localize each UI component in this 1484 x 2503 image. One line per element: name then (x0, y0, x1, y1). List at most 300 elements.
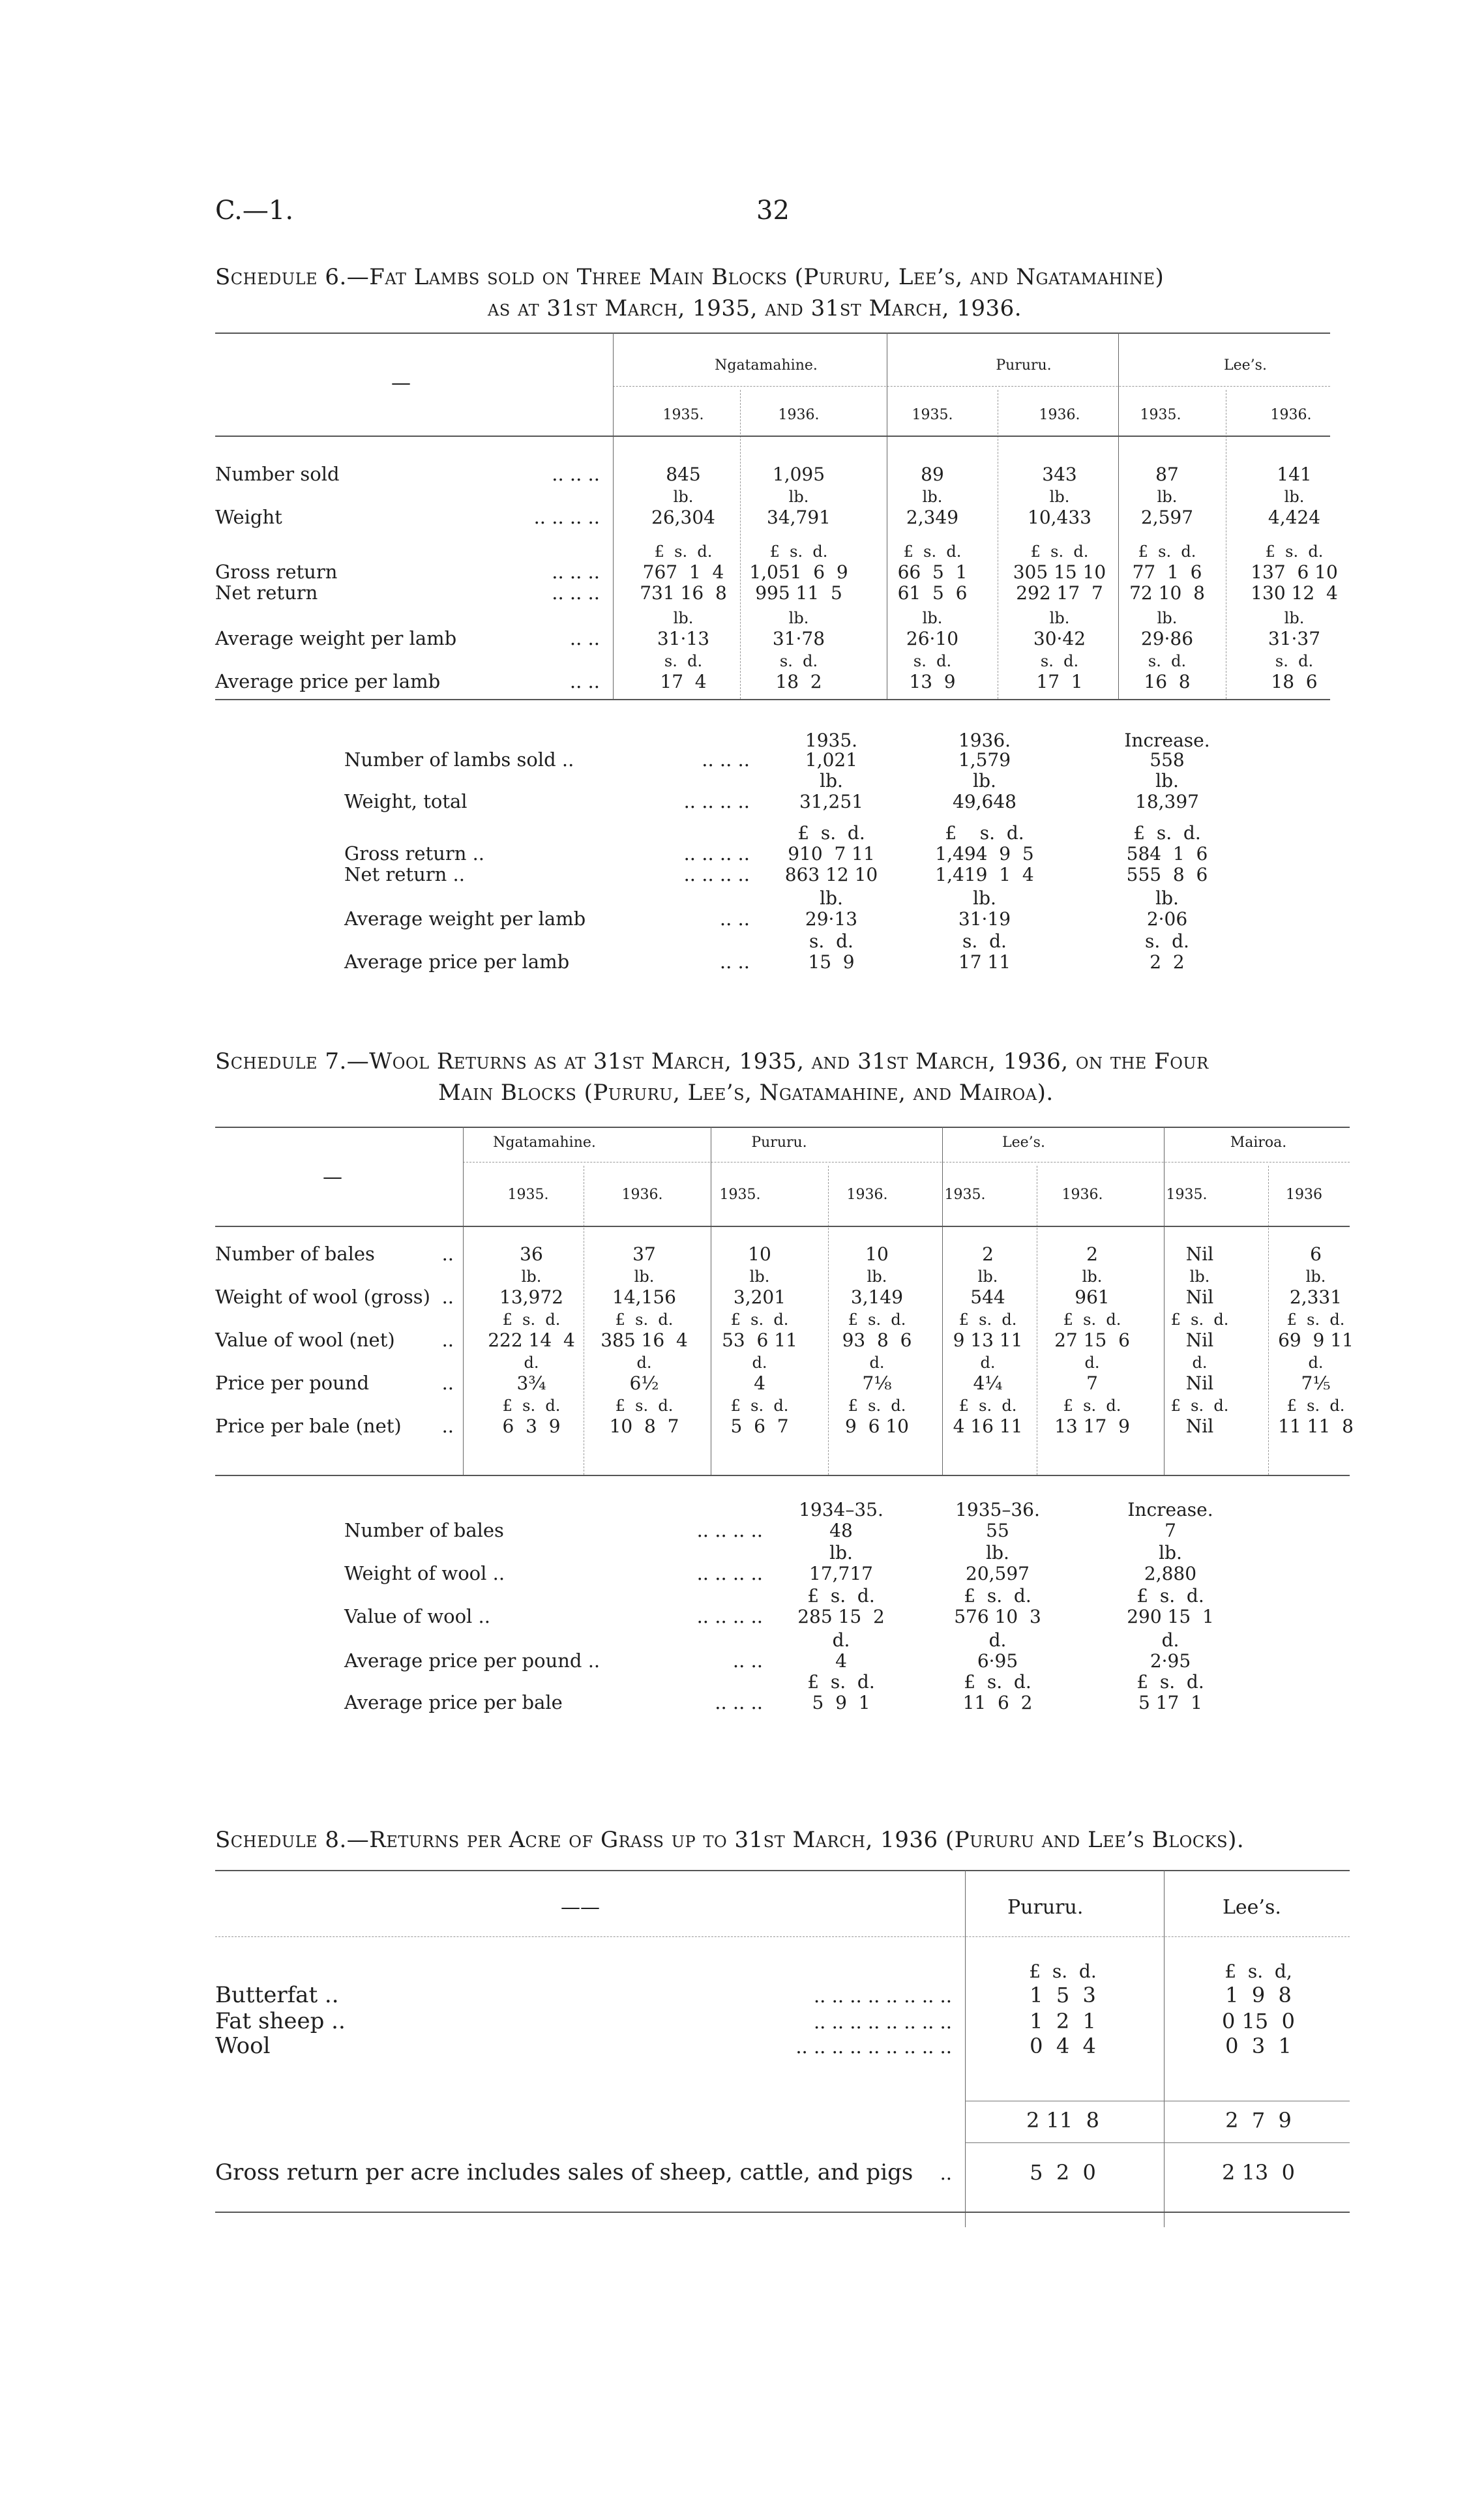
summary-head: Increase. (1127, 1499, 1213, 1520)
unit-label: s. d. (1275, 652, 1314, 670)
row-label: Number of bales (215, 1243, 375, 1265)
column-divider (463, 1127, 464, 1475)
summary-cell: 31·19 (958, 908, 1011, 930)
column-head-lees: Lee’s. (1223, 1896, 1281, 1919)
schedule-6-title: Schedule 6.—Fat Lambs sold on Three Main Blocks (Pururu, Lee’s, and Ngatamahine) (215, 264, 1165, 290)
table-cell: Nil (1185, 1415, 1214, 1437)
leader-dots: .. .. (732, 1650, 763, 1672)
schedule-8-title: Schedule 8.—Returns per Acre of Grass up to 31st March, 1936 (Pururu and Lee’s Blocks). (215, 1827, 1245, 1853)
unit-label: lb. (634, 1267, 655, 1286)
table-corner: — (323, 1166, 342, 1189)
unit-label: £ s. d. (615, 1311, 674, 1329)
leader-dots: .. .. .. .. (683, 842, 750, 865)
rule (215, 1870, 1350, 1871)
summary-cell: 290 15 1 (1127, 1606, 1214, 1627)
column-head-pururu: Pururu. (1007, 1896, 1084, 1919)
summary-label: Weight of wool .. (344, 1562, 505, 1584)
summary-label: Average price per pound .. (344, 1650, 601, 1672)
unit-label: £ s. d. (1029, 1961, 1097, 1982)
leader-dots: .. .. .. (552, 561, 600, 583)
summary-head: Increase. (1124, 730, 1210, 751)
leader-dots: .. .. .. .. .. .. .. .. .. (795, 2036, 952, 2058)
leader-dots: .. (441, 1286, 454, 1308)
column-year-head: 1935. (507, 1187, 549, 1203)
table-cell: 89 (921, 464, 944, 485)
unit-label: s. d. (913, 652, 952, 670)
summary-cell: 584 1 6 (1126, 843, 1208, 865)
summary-label: Weight, total (344, 790, 467, 812)
column-year-head: 1936. (621, 1187, 663, 1203)
row-label: Wool (215, 2033, 271, 2059)
summary-cell: 2·95 (1150, 1650, 1191, 1672)
table-cell: 2 (1086, 1243, 1098, 1265)
table-cell: 26·10 (906, 628, 959, 649)
summary-label: Average weight per lamb (344, 908, 586, 930)
leader-dots: .. (441, 1329, 454, 1351)
column-group-head: Lee’s. (1224, 357, 1267, 374)
unit-label: s. d. (1145, 930, 1189, 952)
table-corner: —— (561, 1896, 600, 1919)
table-cell: 7 (1086, 1372, 1098, 1394)
column-year-head: 1936. (1061, 1187, 1103, 1203)
table-cell: 3¾ (516, 1372, 546, 1394)
summary-cell: 4 (835, 1650, 847, 1672)
summary-cell: 555 8 6 (1126, 864, 1208, 885)
unit-label: £ s. d. (1286, 1397, 1345, 1415)
unit-label: £ s. d. (1133, 822, 1201, 844)
unit-label: lb. (1189, 1267, 1210, 1286)
unit-label: lb. (1284, 488, 1305, 506)
column-group-head: Mairoa. (1230, 1134, 1287, 1151)
total-cell: 2 11 8 (1026, 2108, 1099, 2133)
summary-cell: 2,880 (1144, 1563, 1197, 1584)
unit-label: £ s. d. (1030, 542, 1089, 561)
unit-label: d. (1192, 1354, 1208, 1372)
unit-label: £ s. d. (1286, 1311, 1345, 1329)
table-cell: 7⅛ (862, 1372, 892, 1394)
table-cell: 36 (520, 1243, 543, 1265)
summary-cell: 48 (829, 1520, 853, 1541)
unit-label: lb. (1284, 609, 1305, 627)
unit-label: £ s. d. (1170, 1397, 1229, 1415)
table-cell: 26,304 (651, 507, 715, 528)
summary-cell: 2 2 (1150, 951, 1185, 973)
row-label: Value of wool (net) (215, 1329, 395, 1351)
unit-label: d. (832, 1629, 850, 1651)
leader-dots: .. .. (719, 951, 750, 973)
table-cell: 1 9 8 (1225, 1983, 1292, 2007)
leader-dots: .. .. (569, 627, 600, 649)
rule (613, 386, 1330, 387)
table-cell: 34,791 (767, 507, 831, 528)
table-cell: 9 6 10 (845, 1415, 909, 1437)
table-cell: 2 (982, 1243, 994, 1265)
page-reference: C.—1. (215, 196, 294, 226)
table-cell: 18 6 (1271, 671, 1318, 692)
unit-label: lb. (673, 488, 694, 506)
table-cell: 77 1 6 (1132, 561, 1202, 583)
gross-return-cell: 2 13 0 (1222, 2160, 1295, 2185)
unit-label: £ s. d. (730, 1311, 789, 1329)
table-cell: 18 2 (775, 671, 822, 692)
table-cell: 61 5 6 (897, 582, 968, 604)
schedule-6-subtitle: as at 31st March, 1935, and 31st March, 1936. (488, 295, 1022, 321)
column-year-head: 1935. (719, 1187, 761, 1203)
leader-dots: .. .. .. .. (533, 506, 600, 528)
summary-head: 1935. (805, 730, 858, 751)
table-cell: 87 (1155, 464, 1179, 485)
unit-label: lb. (922, 609, 943, 627)
rule (215, 2212, 1350, 2213)
summary-head: 1935–36. (955, 1499, 1040, 1520)
table-cell: 2,349 (906, 507, 959, 528)
unit-label: lb. (986, 1542, 1009, 1563)
unit-label: lb. (973, 770, 996, 792)
table-cell: 0 15 0 (1222, 2009, 1295, 2034)
table-cell: 31·37 (1268, 628, 1321, 649)
unit-label: £ s. d. (848, 1311, 906, 1329)
unit-label: lb. (788, 609, 809, 627)
unit-label: lb. (1155, 887, 1179, 909)
unit-label: £ s. d. (958, 1397, 1017, 1415)
summary-cell: 18,397 (1135, 791, 1199, 812)
row-label: Net return (215, 582, 318, 604)
table-cell: 5 6 7 (730, 1415, 789, 1437)
table-cell: 141 (1277, 464, 1312, 485)
unit-label: d. (988, 1629, 1007, 1651)
table-cell: Nil (1185, 1372, 1214, 1394)
table-cell: 13 9 (909, 671, 956, 692)
table-cell: 31·13 (657, 628, 710, 649)
table-cell: 4,424 (1268, 507, 1321, 528)
summary-cell: 1,419 1 4 (935, 864, 1034, 885)
unit-label: £ s. d. (903, 542, 962, 561)
table-cell: 9 13 11 (953, 1329, 1023, 1351)
unit-label: £ s. d. (1136, 1585, 1204, 1607)
unit-label: d. (636, 1354, 652, 1372)
column-group-head: Pururu. (996, 357, 1052, 374)
schedule-7-title: Schedule 7.—Wool Returns as at 31st March, 1935, and 31st March, 1936, on the Four (215, 1048, 1209, 1074)
column-year-head: 1935. (912, 407, 953, 423)
leader-dots: .. .. .. .. (696, 1605, 763, 1627)
gross-return-label: Gross return per acre includes sales of sheep, cattle, and pigs (215, 2159, 913, 2185)
summary-cell: 1,494 9 5 (935, 843, 1034, 865)
unit-label: lb. (820, 887, 843, 909)
column-group-head: Ngatamahine. (493, 1134, 596, 1151)
column-year-head: 1936. (1039, 407, 1080, 423)
summary-cell: 558 (1150, 749, 1185, 771)
unit-label: £ s. d. (807, 1671, 875, 1693)
column-year-head: 1935. (944, 1187, 986, 1203)
table-cell: 292 17 7 (1016, 582, 1103, 604)
table-cell: 7⅕ (1301, 1372, 1331, 1394)
rule (215, 1475, 1350, 1476)
unit-label: lb. (867, 1267, 887, 1286)
table-cell: 16 8 (1144, 671, 1191, 692)
rule (965, 2142, 1350, 2143)
table-cell: 69 9 11 (1278, 1329, 1354, 1351)
rule (463, 1162, 1350, 1163)
row-label: Weight of wool (gross) (215, 1286, 430, 1308)
table-corner: — (391, 372, 411, 394)
summary-cell: 7 (1165, 1520, 1176, 1541)
leader-dots: .. .. .. (702, 748, 750, 771)
unit-label: £ s. d. (769, 542, 828, 561)
unit-label: lb. (829, 1542, 853, 1563)
column-divider (965, 1870, 966, 2227)
unit-label: d. (1084, 1354, 1100, 1372)
summary-label: Net return .. (344, 863, 465, 885)
leader-dots: .. .. .. .. .. .. .. .. (813, 2011, 952, 2033)
leader-dots: .. .. (719, 908, 750, 930)
unit-label: lb. (820, 770, 843, 792)
unit-label: £ s. d. (1138, 542, 1196, 561)
summary-label: Value of wool .. (344, 1605, 490, 1627)
unit-label: s. d. (1148, 652, 1187, 670)
table-cell: 14,156 (612, 1286, 676, 1308)
unit-label: lb. (1157, 609, 1178, 627)
row-label: Weight (215, 506, 282, 528)
table-cell: 6 3 9 (502, 1415, 561, 1437)
unit-label: d. (1161, 1629, 1180, 1651)
rule (215, 699, 1330, 700)
leader-dots: .. .. .. .. (683, 863, 750, 885)
summary-label: Number of lambs sold .. (344, 748, 574, 771)
row-label: Gross return (215, 561, 338, 583)
column-year-head: 1935. (662, 407, 704, 423)
leader-dots: .. (441, 1372, 454, 1394)
table-cell: 10 8 7 (609, 1415, 679, 1437)
table-cell: 72 10 8 (1129, 582, 1205, 604)
summary-cell: 5 17 1 (1138, 1692, 1202, 1713)
rule (215, 436, 1330, 437)
unit-label: £ s. d. (807, 1585, 875, 1607)
unit-label: lb. (1049, 488, 1070, 506)
column-year-head: 1935. (1140, 407, 1181, 423)
row-label: Price per pound (215, 1372, 370, 1394)
column-divider (1164, 1870, 1165, 2227)
unit-label: lb. (749, 1267, 770, 1286)
unit-label: £ s. d. (730, 1397, 789, 1415)
leader-dots: .. .. .. .. .. .. .. .. (813, 1985, 952, 2007)
unit-label: £ s. d. (1063, 1311, 1121, 1329)
table-cell: 1,051 6 9 (749, 561, 848, 583)
table-cell: 53 6 11 (722, 1329, 797, 1351)
unit-label: £ s. d. (958, 1311, 1017, 1329)
leader-dots: .. .. (569, 670, 600, 692)
unit-label: lb. (1082, 1267, 1103, 1286)
column-group-head: Lee’s. (1002, 1134, 1045, 1151)
summary-cell: 11 6 2 (962, 1692, 1033, 1713)
summary-head: 1934–35. (799, 1499, 883, 1520)
summary-label: Average price per lamb (344, 951, 570, 973)
table-cell: 995 11 5 (755, 582, 842, 604)
table-cell: 4 16 11 (953, 1415, 1023, 1437)
summary-cell: 17 11 (958, 951, 1011, 973)
table-cell: 130 12 4 (1251, 582, 1338, 604)
table-cell: 10 (748, 1243, 771, 1265)
unit-label: lb. (521, 1267, 542, 1286)
unit-label: £ s. d. (1170, 1311, 1229, 1329)
row-label: Average price per lamb (215, 670, 441, 692)
table-cell: 2,597 (1140, 507, 1194, 528)
table-cell: 66 5 1 (897, 561, 968, 583)
leader-dots: .. .. .. .. (696, 1519, 763, 1541)
unit-label: £ s. d. (615, 1397, 674, 1415)
summary-cell: 31,251 (799, 791, 863, 812)
table-cell: Nil (1185, 1243, 1214, 1265)
leader-dots: .. .. .. (715, 1691, 763, 1713)
table-cell: 2,331 (1289, 1286, 1343, 1308)
summary-cell: 49,648 (953, 791, 1017, 812)
summary-cell: 863 12 10 (784, 864, 878, 885)
column-divider (613, 333, 614, 699)
summary-cell: 20,597 (966, 1563, 1030, 1584)
table-cell: 4¼ (973, 1372, 1003, 1394)
summary-label: Gross return .. (344, 842, 485, 865)
summary-cell: 6·95 (977, 1650, 1018, 1672)
row-label: Number sold (215, 463, 340, 485)
table-cell: 37 (632, 1243, 656, 1265)
table-cell: 10,433 (1028, 507, 1091, 528)
row-label: Butterfat .. (215, 1982, 339, 2008)
rule (215, 1127, 1350, 1128)
unit-label: s. d. (809, 930, 853, 952)
unit-label: £ s. d. (848, 1397, 906, 1415)
unit-label: s. d. (962, 930, 1007, 952)
unit-label: £ s. d. (1265, 542, 1324, 561)
table-cell: Nil (1185, 1329, 1214, 1351)
unit-label: lb. (1159, 1542, 1182, 1563)
unit-label: lb. (1305, 1267, 1326, 1286)
table-cell: 13 17 9 (1054, 1415, 1130, 1437)
table-cell: 731 16 8 (640, 582, 727, 604)
unit-label: lb. (922, 488, 943, 506)
table-cell: 13,972 (499, 1286, 563, 1308)
table-cell: 27 15 6 (1054, 1329, 1130, 1351)
unit-label: £ s. d. (964, 1585, 1031, 1607)
table-cell: Nil (1185, 1286, 1214, 1308)
rule (215, 1226, 1350, 1227)
unit-label: lb. (973, 887, 996, 909)
column-year-head: 1936. (1270, 407, 1312, 423)
unit-label: £ s. d. (502, 1311, 561, 1329)
unit-label: s. d. (1040, 652, 1079, 670)
table-cell: 137 6 10 (1251, 561, 1338, 583)
summary-cell: 2·06 (1146, 908, 1188, 930)
column-year-head: 1936. (846, 1187, 888, 1203)
row-label: Average weight per lamb (215, 627, 457, 649)
table-cell: 4 (754, 1372, 765, 1394)
summary-label: Average price per bale (344, 1691, 563, 1713)
column-year-head: 1936 (1286, 1187, 1322, 1203)
schedule-7-subtitle: Main Blocks (Pururu, Lee’s, Ngatamahine, and Mairoa). (438, 1080, 1054, 1106)
table-cell: 767 1 4 (642, 561, 724, 583)
unit-label: £ s. d. (1136, 1671, 1204, 1693)
summary-cell: 55 (986, 1520, 1009, 1541)
table-cell: 17 4 (660, 671, 707, 692)
table-cell: 0 4 4 (1030, 2034, 1096, 2058)
table-cell: 6 (1310, 1243, 1322, 1265)
unit-label: d. (980, 1354, 996, 1372)
unit-label: d. (1308, 1354, 1324, 1372)
unit-label: lb. (788, 488, 809, 506)
column-group-head: Ngatamahine. (715, 357, 818, 374)
column-year-head: 1936. (778, 407, 820, 423)
leader-dots: .. (940, 2162, 952, 2184)
leader-dots: .. .. .. .. (683, 790, 750, 812)
unit-label: £ s. d. (945, 822, 1024, 844)
table-cell: 1 2 1 (1030, 2009, 1096, 2034)
column-year-head: 1935. (1166, 1187, 1208, 1203)
leader-dots: .. .. .. .. (696, 1562, 763, 1584)
table-cell: 544 (970, 1286, 1005, 1308)
unit-label: d. (752, 1354, 767, 1372)
column-group-head: Pururu. (751, 1134, 807, 1151)
summary-cell: 576 10 3 (954, 1606, 1041, 1627)
row-label: Fat sheep .. (215, 2008, 346, 2034)
table-cell: 11 11 8 (1278, 1415, 1354, 1437)
summary-label: Number of bales (344, 1519, 504, 1541)
unit-label: £ s. d. (1063, 1397, 1121, 1415)
unit-label: lb. (1049, 609, 1070, 627)
unit-label: lb. (1157, 488, 1178, 506)
leader-dots: .. .. .. (552, 582, 600, 604)
unit-label: lb. (1155, 770, 1179, 792)
unit-label: lb. (977, 1267, 998, 1286)
table-cell: 31·78 (772, 628, 825, 649)
table-cell: 3,149 (850, 1286, 904, 1308)
summary-cell: 29·13 (805, 908, 858, 930)
unit-label: d. (524, 1354, 539, 1372)
table-cell: 961 (1075, 1286, 1110, 1308)
summary-cell: 5 9 1 (812, 1692, 870, 1713)
table-cell: 343 (1042, 464, 1077, 485)
table-cell: 6½ (629, 1372, 659, 1394)
unit-label: lb. (673, 609, 694, 627)
unit-label: d. (869, 1354, 885, 1372)
summary-cell: 15 9 (808, 951, 855, 973)
summary-cell: 1,579 (958, 749, 1011, 771)
table-cell: 222 14 4 (488, 1329, 575, 1351)
unit-label: £ s. d. (502, 1397, 561, 1415)
table-cell: 93 8 6 (842, 1329, 912, 1351)
unit-label: £ s. d. (964, 1671, 1031, 1693)
row-label: Price per bale (net) (215, 1415, 402, 1437)
page-number: 32 (756, 196, 790, 226)
unit-label: £ s. d. (797, 822, 865, 844)
total-cell: 2 7 9 (1225, 2108, 1292, 2133)
summary-cell: 285 15 2 (797, 1606, 885, 1627)
table-cell: 3,201 (733, 1286, 786, 1308)
rule (215, 333, 1330, 334)
table-cell: 17 1 (1036, 671, 1083, 692)
gross-return-cell: 5 2 0 (1030, 2160, 1096, 2185)
table-cell: 10 (865, 1243, 889, 1265)
table-cell: 1 5 3 (1030, 1983, 1096, 2007)
leader-dots: .. (441, 1415, 454, 1437)
table-cell: 0 3 1 (1225, 2034, 1292, 2058)
leader-dots: .. .. .. (552, 463, 600, 485)
unit-label: s. d. (779, 652, 818, 670)
unit-label: £ s. d, (1224, 1961, 1292, 1982)
table-cell: 30·42 (1033, 628, 1086, 649)
summary-cell: 1,021 (805, 749, 858, 771)
summary-cell: 910 7 11 (788, 843, 875, 865)
table-cell: 305 15 10 (1013, 561, 1106, 583)
summary-head: 1936. (958, 730, 1011, 751)
rule (215, 1936, 1350, 1937)
